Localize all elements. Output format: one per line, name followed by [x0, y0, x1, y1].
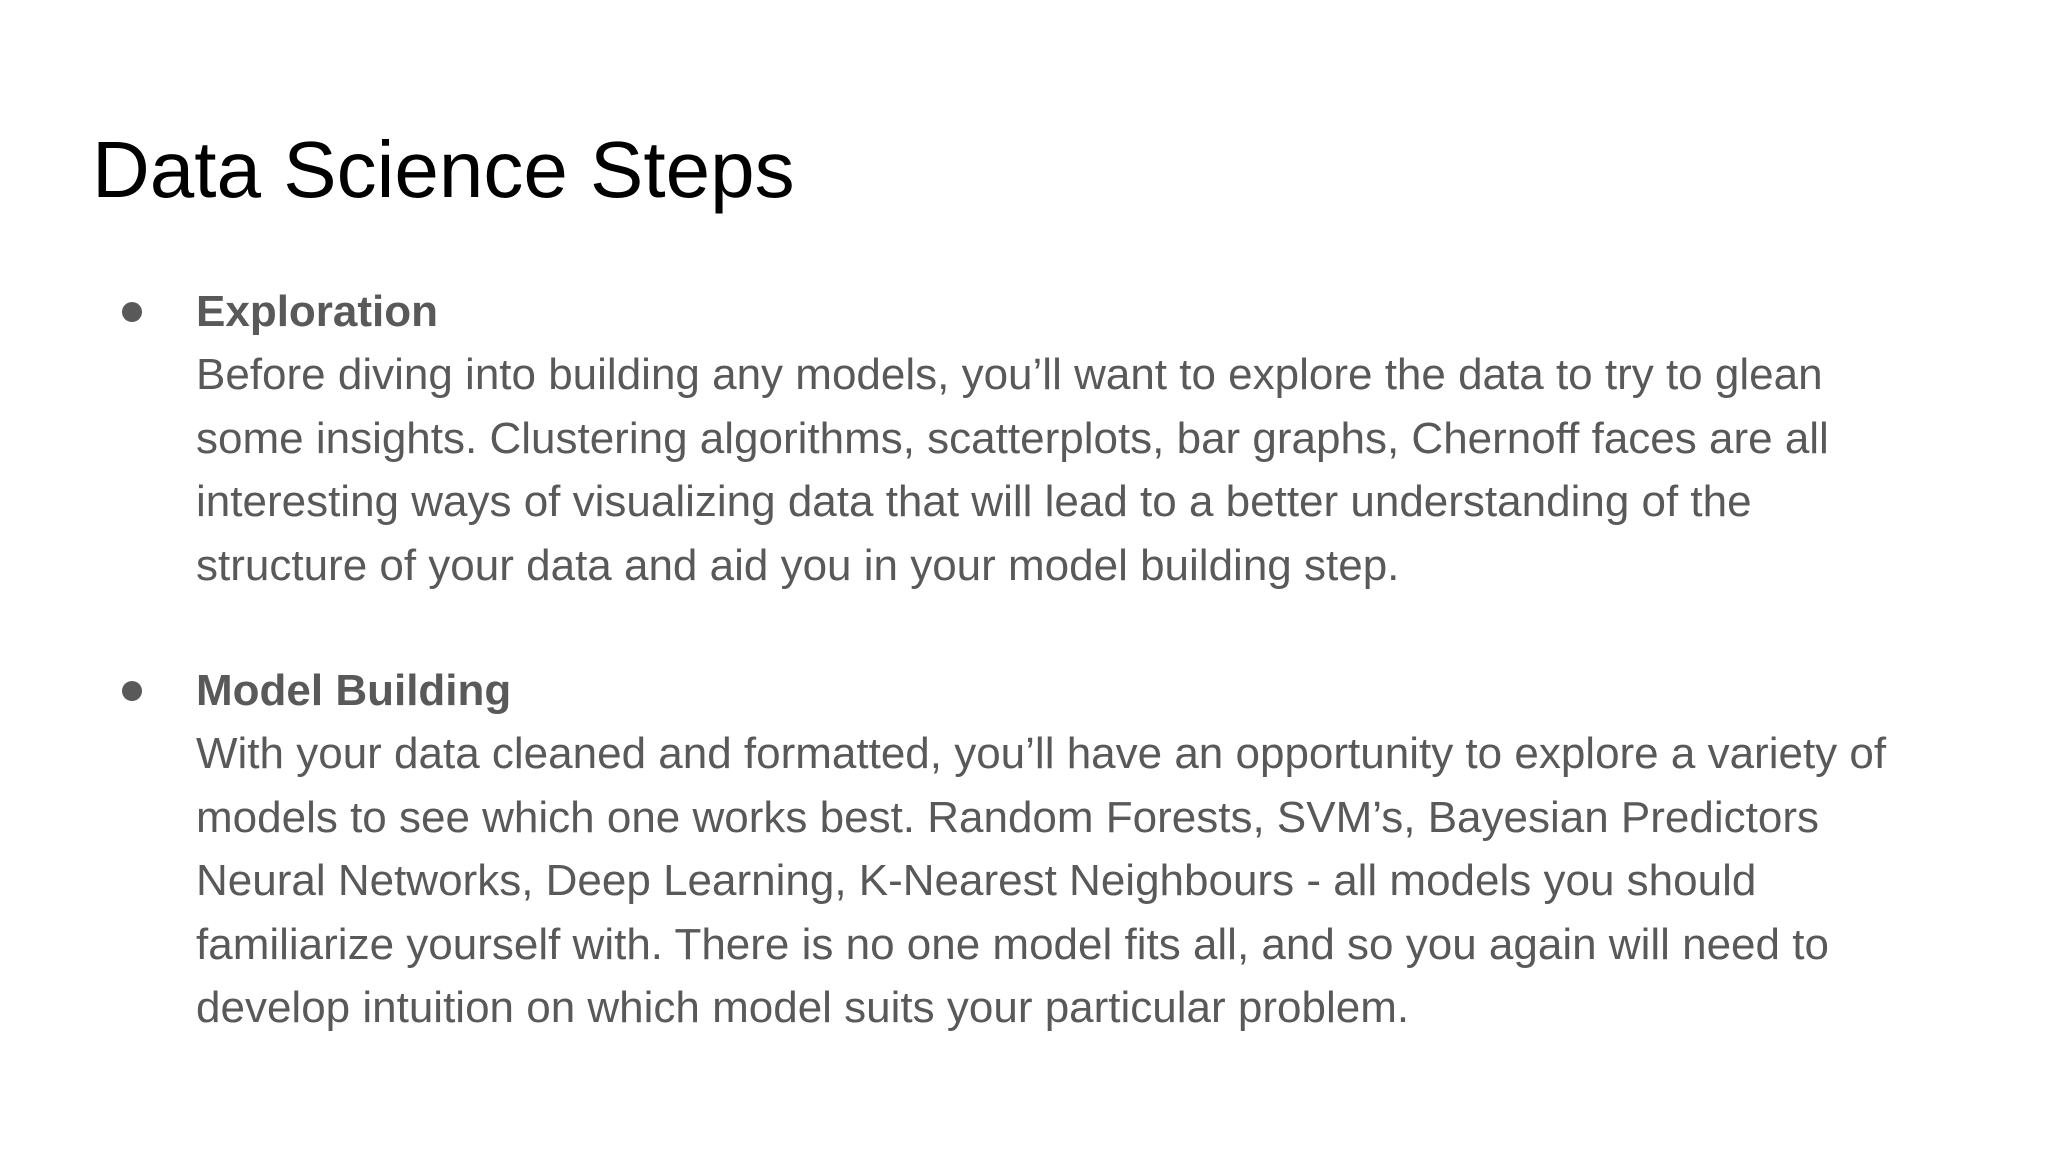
- bullet-text-line: Neural Networks, Deep Learning, K-Nearest Neighbours - all models you should: [196, 856, 1757, 906]
- bullet-body: [196, 659, 1996, 1039]
- bullet-text-line: models to see which one works best. Random Forests, SVM’s, Bayesian Predictors: [196, 792, 1819, 842]
- bullet-dot-icon: [122, 302, 142, 322]
- bullet-heading: Exploration: [196, 287, 439, 336]
- bullet-text-line: develop intuition on which model suits your particular problem.: [196, 983, 1410, 1033]
- bullet-text-line: some insights. Clustering algorithms, scatterplots, bar graphs, Chernoff faces are all: [196, 413, 1829, 463]
- slide-title: Data Science Steps: [92, 125, 795, 214]
- bullet-text-line: With your data cleaned and formatted, you’ll have an opportunity to explore a variety of: [196, 729, 1887, 779]
- bullet-text-line: structure of your data and aid you in your model building step.: [196, 540, 1400, 590]
- bullet-heading: Model Building: [196, 666, 512, 715]
- bullet-dot-icon: [122, 681, 142, 701]
- bullet-text-line: Before diving into building any models, you’ll want to explore the data to try to glean: [196, 350, 1823, 400]
- bullet-body: [196, 280, 1996, 597]
- bullet-text-line: interesting ways of visualizing data that will lead to a better understanding of the: [196, 477, 1752, 527]
- bullet-text-line: familiarize yourself with. There is no one model fits all, and so you again will need to: [196, 919, 1829, 969]
